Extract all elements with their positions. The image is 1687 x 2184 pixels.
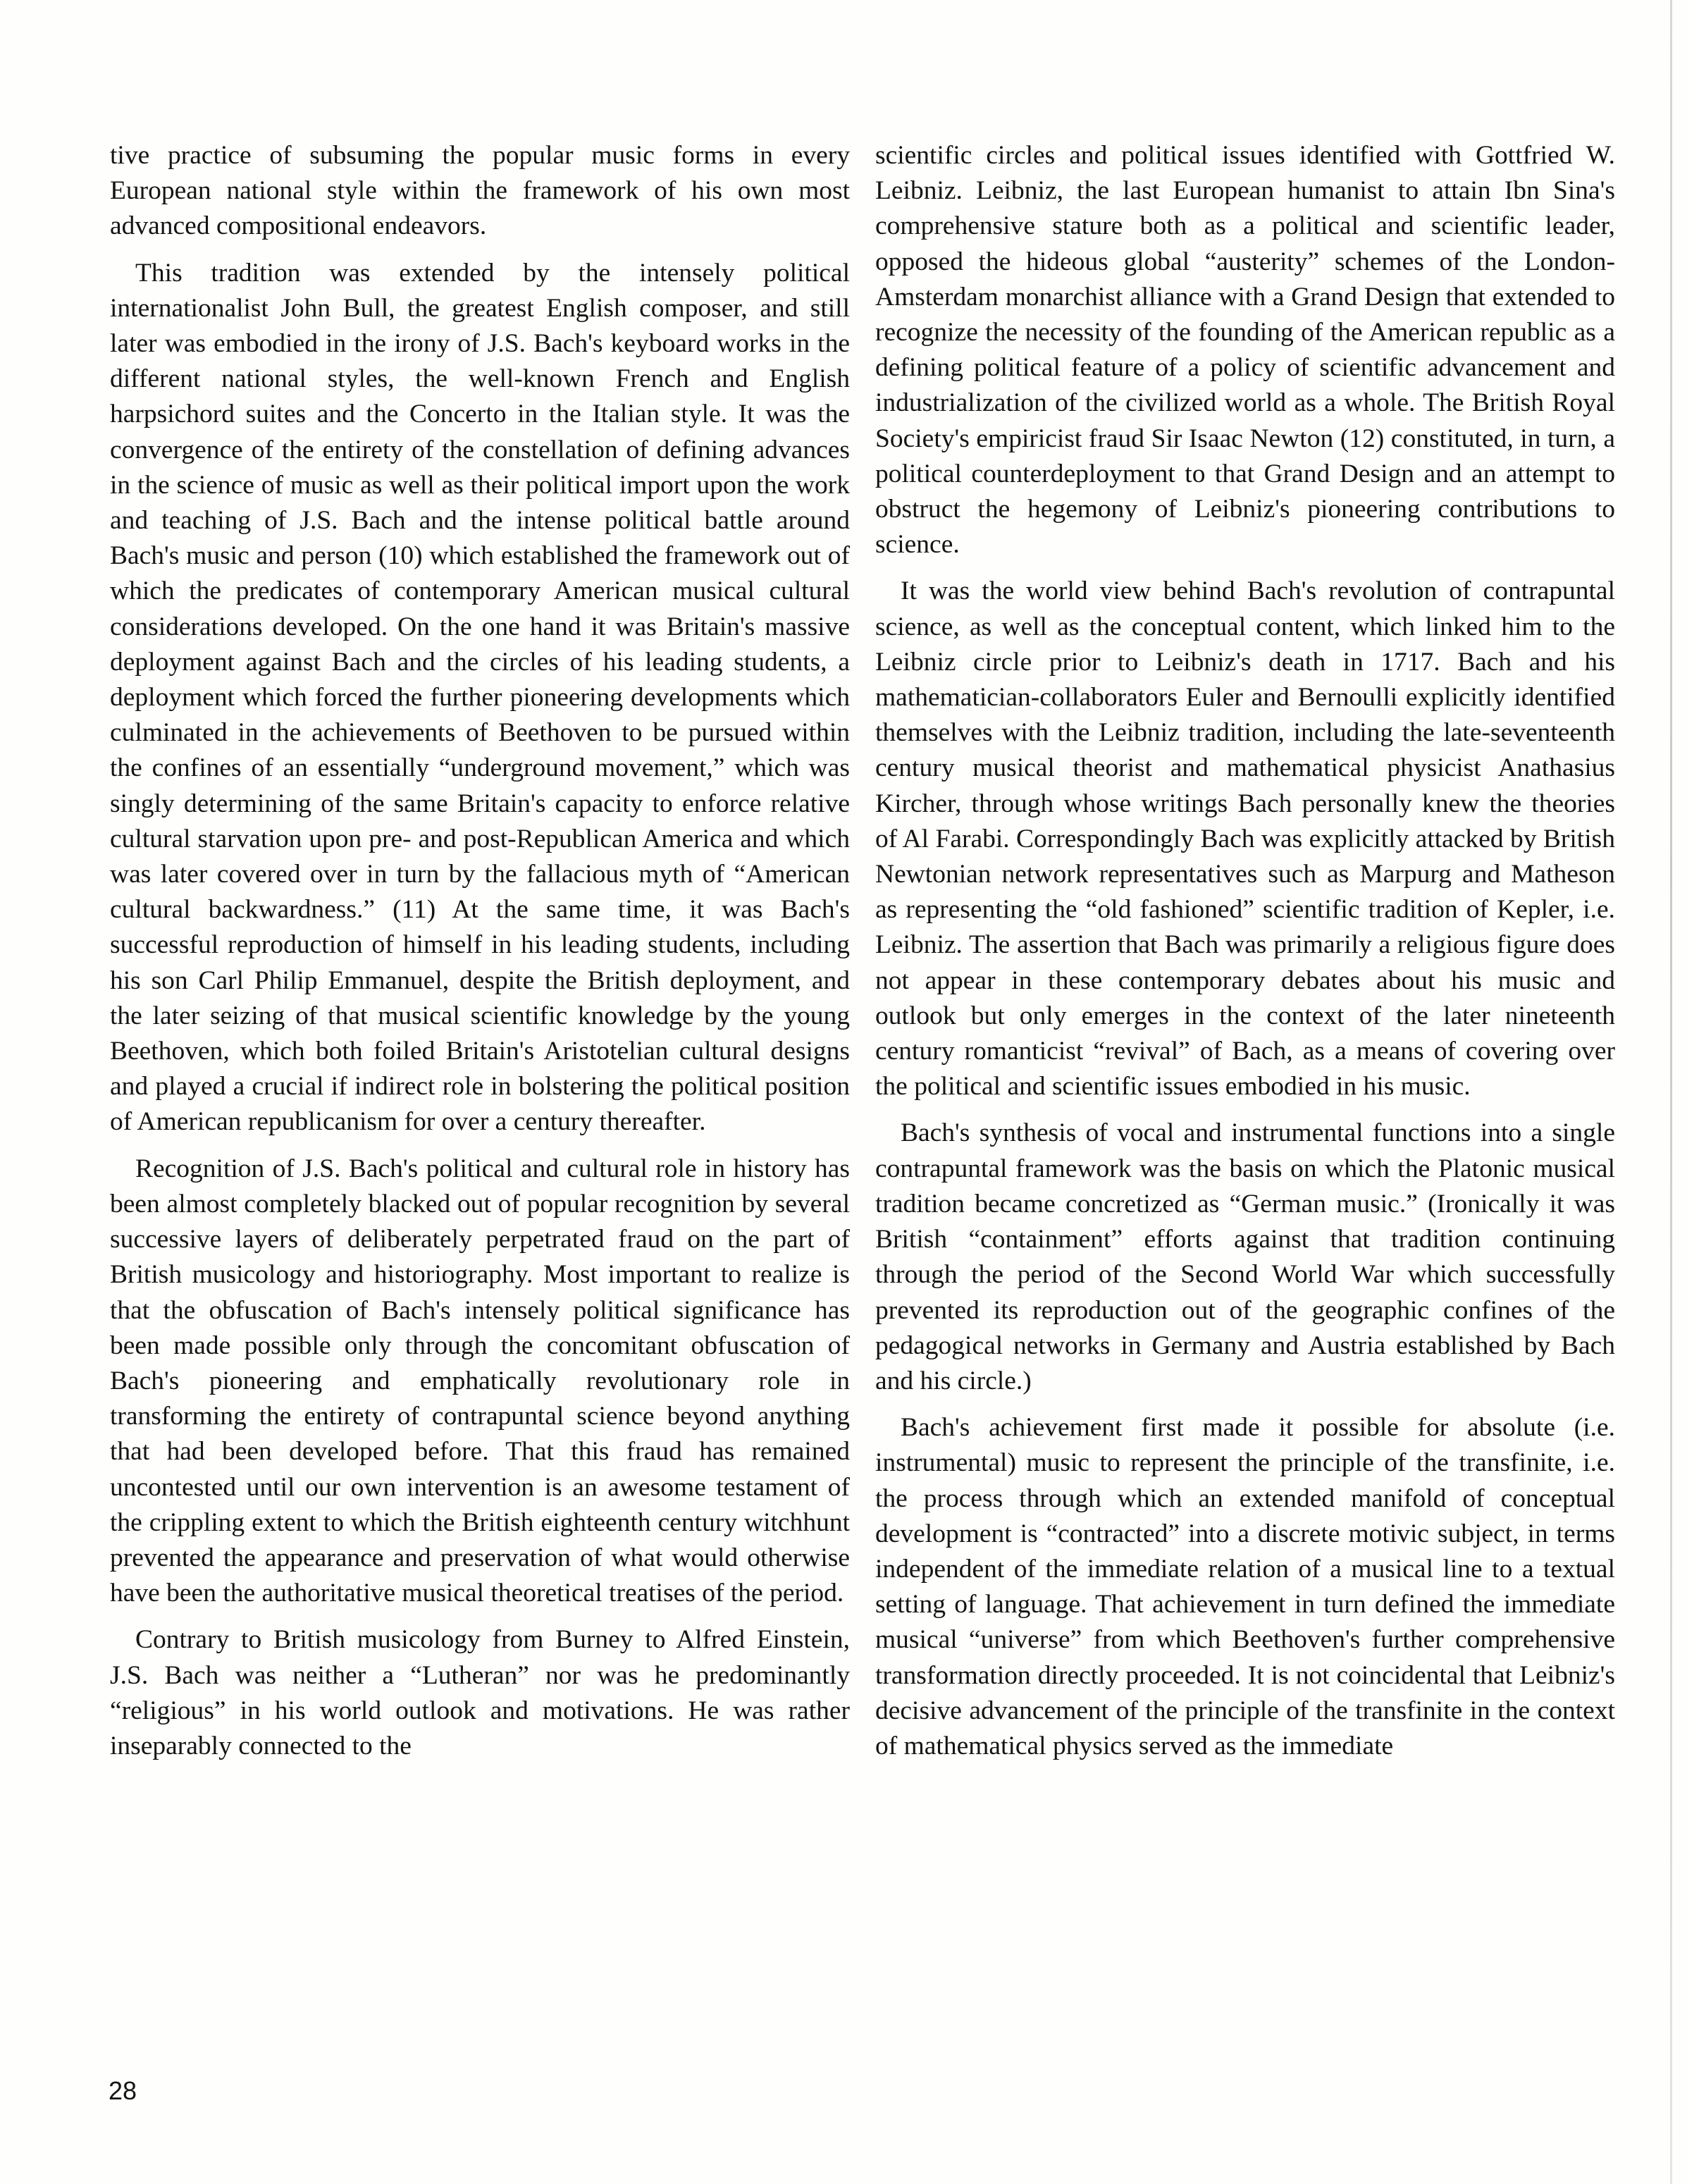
page-number: 28 <box>109 2076 137 2105</box>
page-edge-divider <box>1670 0 1672 2184</box>
paragraph: Recognition of J.S. Bach's political and cultural role in history has been almost completely blacked out of popular recognition by several successive layers of deliberately perpetrated fraud on the part of British musicology and historiography. Most important to realize is that the obfuscation of Bach's intensely political significance has been made possible only through the concomitant obfuscation of Bach's pioneering and emphatically revolutionary role in transforming the entirety of contrapuntal science beyond anything that had been developed before. That this fraud has remained uncontested until our own intervention is an awesome testament of the crippling extent to which the British eighteenth century witchhunt prevented the appearance and preservation of what would otherwise have been the authoritative musical theoretical treatises of the period. <box>110 1154 850 1608</box>
right-column <box>875 138 1615 1764</box>
paragraph: tive practice of subsuming the popular music forms in every European national style within the framework of his own most advanced compositional endeavors. <box>110 141 850 241</box>
paragraph: scientific circles and political issues identified with Gottfried W. Leibniz. Leibniz, the last European humanist to attain Ibn Sina's comprehensive stature both as a political and scientific leader, opposed the hideous global “austerity” schemes of the London-Amsterdam monarchist alliance with a Grand Design that extended to recognize the necessity of the founding of the American republic as a defining political feature of a policy of scientific advancement and industrialization of the civilized world as a whole. The British Royal Society's empiricist fraud Sir Isaac Newton (12) constituted, in turn, a political counterdeployment to that Grand Design and an attempt to obstruct the hegemony of Leibniz's pioneering contributions to science. <box>875 141 1615 560</box>
paragraph: Bach's synthesis of vocal and instrumental functions into a single contrapuntal framework was the basis on which the Platonic musical tradition became concretized as “German music.” (Ironically it was British “containment” efforts against that tradition continuing through the period of the Second World War which successfully prevented its reproduction out of the geographic confines of the pedagogical networks in Germany and Austria established by Bach and his circle.) <box>875 1118 1615 1395</box>
left-column <box>110 138 850 1764</box>
paragraph: It was the world view behind Bach's revolution of contrapuntal science, as well as the conceptual content, which linked him to the Leibniz circle prior to Leibniz's death in 1717. Bach and his mathematician-collaborators Euler and Bernoulli explicitly identified themselves with the Leibniz tradition, including the late-seventeenth century musical theorist and mathematical physicist Anathasius Kircher, through whose writings Bach personally knew the theories of Al Farabi. Correspondingly Bach was explicitly attacked by British Newtonian network representatives such as Marpurg and Matheson as representing the “old fashioned” scientific tradition of Kepler, i.e. Leibniz. The assertion that Bach was primarily a religious figure does not appear in these contemporary debates about his music and outlook but only emerges in the context of the later nineteenth century romanticist “revival” of Bach, as a means of covering over the political and scientific issues embodied in his music. <box>875 576 1615 1102</box>
paragraph: Bach's achievement first made it possible for absolute (i.e. instrumental) music to represent the principle of the transfinite, i.e. the process through which an extended manifold of conceptual development is “contracted” into a discrete motivic subject, in terms independent of the immediate relation of a musical line to a textual setting of language. That achievement in turn defined the immediate musical “universe” from which Beethoven's further comprehensive transformation directly proceeded. It is not coincidental that Leibniz's decisive advancement of the principle of the transfinite in the context of mathematical physics served as the immediate <box>875 1413 1615 1760</box>
paragraph: Contrary to British musicology from Burney to Alfred Einstein, J.S. Bach was neither a “Lutheran” nor was he predominantly “religious” in his world outlook and motivations. He was rather inseparably connected to the <box>110 1625 850 1760</box>
paragraph: This tradition was extended by the intensely political internationalist John Bull, the greatest English composer, and still later was embodied in the irony of J.S. Bach's keyboard works in the different national styles, the well-known French and English harpsichord suites and the Concerto in the Italian style. It was the convergence of the entirety of the constellation of defining advances in the science of music as well as their political import upon the work and teaching of J.S. Bach and the intense political battle around Bach's music and person (10) which established the framework out of which the predicates of contemporary American musical cultural considerations developed. On the one hand it was Britain's massive deployment against Bach and the circles of his leading students, a deployment which forced the further pioneering developments which culminated in the achievements of Beethoven to be pursued within the confines of an essentially “underground movement,” which was singly determining of the same Britain's capacity to enforce relative cultural starvation upon pre- and post-Republican America and which was later covered over in turn by the fallacious myth of “American cultural backwardness.” (11) At the same time, it was Bach's successful reproduction of himself in his leading students, including his son Carl Philip Emmanuel, despite the British deployment, and the later seizing of that musical scientific knowledge by the young Beethoven, which both foiled Britain's Aristotelian cultural designs and played a crucial if indirect role in bolstering the political position of American republicanism for over a century thereafter. <box>110 258 850 1137</box>
